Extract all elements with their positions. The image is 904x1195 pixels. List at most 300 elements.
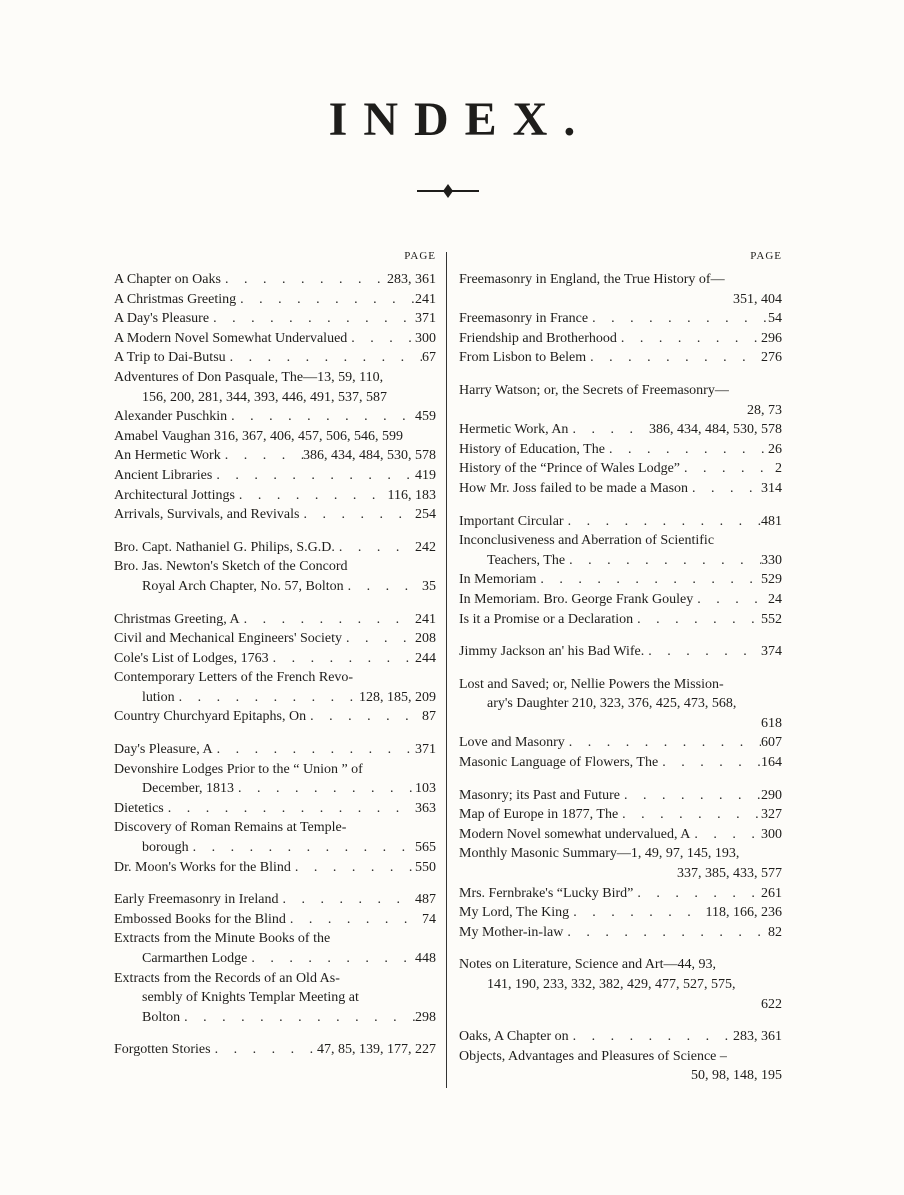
entry-continuation-text: 141, 190, 233, 332, 382, 429, 477, 527, 575, (487, 977, 736, 992)
entry-line (114, 368, 436, 388)
dot-leader (180, 1008, 415, 1028)
entry-pages: 67 (422, 350, 436, 366)
entry-continuation (114, 838, 436, 858)
dot-leader (175, 688, 359, 708)
entry-title: Ancient Libraries (114, 467, 213, 483)
dot-leader (693, 590, 768, 610)
index-entry (114, 890, 436, 910)
entry-pages: 26 (768, 441, 782, 457)
dot-leader (347, 329, 415, 349)
index-group (114, 610, 436, 728)
entry-pages: 298 (415, 1009, 436, 1025)
entry-pages: 283, 361 (733, 1029, 782, 1045)
entry-title: Is it a Promise or a Declaration (459, 611, 634, 627)
entry-line (459, 642, 782, 662)
entry-line (459, 1047, 782, 1067)
entry-line (459, 440, 782, 460)
dot-leader (644, 642, 761, 662)
dot-leader (633, 884, 761, 904)
column-divider (446, 252, 447, 1088)
index-group (114, 1040, 436, 1060)
entry-title: Mrs. Fernbrake's “Lucky Bird” (459, 885, 634, 901)
index-entry (459, 733, 782, 753)
index-entry (114, 969, 436, 1028)
entry-line (459, 590, 782, 610)
entry-continuation (459, 694, 782, 714)
dot-leader (226, 348, 422, 368)
index-group (459, 786, 782, 943)
index-entry (114, 368, 436, 407)
entry-title: A Day's Pleasure (114, 311, 210, 327)
entry-title: A Christmas Greeting (114, 291, 237, 307)
entry-title: Bro. Capt. Nathaniel G. Philips, S.G.D. (114, 539, 335, 555)
entry-continuation (459, 551, 782, 571)
entry-pages: 487 (415, 892, 436, 908)
entry-line (114, 707, 436, 727)
entry-pages: 276 (761, 350, 782, 366)
entry-pages: 35 (422, 578, 436, 594)
page-title: INDEX. (328, 93, 592, 146)
entry-title: Oaks, A Chapter on (459, 1029, 569, 1045)
dot-leader (269, 649, 415, 669)
entry-title: Freemasonry in England, the True History of— (459, 272, 725, 287)
entry-pages: 283, 361 (387, 272, 436, 287)
index-group (459, 1027, 782, 1086)
index-entry (459, 512, 782, 532)
entry-title: My Lord, The King (459, 905, 570, 921)
index-entry (114, 270, 436, 290)
index-group (459, 270, 782, 368)
entry-title: Architectural Jottings (114, 487, 235, 503)
index-list-right (459, 270, 782, 1086)
entry-title: Extracts from the Minute Books of the (114, 931, 331, 947)
dot-leader (605, 440, 768, 460)
entry-title: An Hermetic Work (114, 448, 221, 464)
dot-leader (234, 779, 415, 799)
entry-title: My Mother-in-law (459, 924, 564, 940)
entry-line (114, 348, 436, 368)
dot-leader (688, 479, 761, 499)
index-entry (114, 929, 436, 968)
entry-title: Jimmy Jackson an' his Bad Wife. (459, 644, 645, 660)
entry-title: How Mr. Joss failed to be made a Mason (459, 480, 689, 496)
index-entry (114, 290, 436, 310)
entry-pages: 241 (415, 611, 436, 627)
entry-continuation-text: 156, 200, 281, 344, 393, 446, 491, 537, 587 (142, 389, 387, 405)
entry-pages: 82 (768, 924, 782, 940)
entry-line (459, 786, 782, 806)
entry-line (114, 610, 436, 630)
index-entry (459, 459, 782, 479)
dot-leader (344, 577, 422, 597)
entry-line (459, 955, 782, 975)
dot-leader (536, 570, 761, 590)
entry-pages: 296 (761, 330, 782, 346)
entry-line (114, 290, 436, 310)
index-entry (459, 903, 782, 923)
entry-pages: 448 (415, 951, 436, 966)
dot-leader (335, 538, 415, 558)
entry-pages: 386, 434, 484, 530, 578 (649, 422, 782, 438)
index-entry (459, 590, 782, 610)
index-entry (459, 348, 782, 368)
index-entry (459, 1027, 782, 1047)
entry-pages: 459 (415, 409, 436, 425)
index-entry (114, 649, 436, 669)
entry-line (114, 329, 436, 349)
entry-pages: 241 (415, 291, 436, 307)
dot-leader (236, 290, 415, 310)
entry-pages: 2 (775, 461, 782, 477)
entry-pages: 337, 385, 433, 577 (677, 866, 782, 882)
entry-line (459, 805, 782, 825)
index-entry (459, 329, 782, 349)
dot-leader (569, 1027, 733, 1047)
entry-line (114, 505, 436, 525)
entry-title: Freemasonry in France (459, 311, 589, 327)
entry-continuation (114, 388, 436, 408)
entry-continuation (114, 779, 436, 799)
index-entry (114, 427, 436, 447)
entry-title: Christmas Greeting, A (114, 611, 240, 627)
index-group (114, 270, 436, 525)
dot-leader (633, 610, 761, 630)
entry-continuation-text: Teachers, The (487, 552, 566, 568)
dot-leader (291, 858, 415, 878)
entry-pages: 103 (415, 781, 436, 797)
entry-title: Alexander Puschkin (114, 409, 228, 425)
entry-line (114, 446, 436, 466)
entry-pages: 481 (761, 513, 782, 529)
index-entry (459, 570, 782, 590)
dot-leader (299, 505, 415, 525)
entry-pages: 47, 85, 139, 177, 227 (317, 1042, 436, 1058)
entry-line (114, 668, 436, 688)
index-column-right (459, 248, 782, 1086)
dot-leader (565, 733, 761, 753)
entry-title: Modern Novel somewhat undervalued, A (459, 826, 691, 842)
entry-title: Arrivals, Survivals, and Revivals (114, 507, 300, 523)
entry-title: Friendship and Brotherhood (459, 330, 617, 346)
entry-line (459, 844, 782, 864)
entry-title: In Memoriam. Bro. George Frank Gouley (459, 591, 694, 607)
entry-pages: 128, 185, 209 (359, 689, 436, 705)
dot-leader (212, 466, 415, 486)
entry-line (459, 420, 782, 440)
entry-line (114, 890, 436, 910)
entry-line (114, 270, 436, 290)
index-entry (459, 479, 782, 499)
entry-title: Extracts from the Records of an Old As- (114, 970, 340, 986)
entry-line (459, 309, 782, 329)
entry-continuation (114, 949, 436, 969)
dot-leader (620, 786, 761, 806)
entry-title: A Trip to Dai-Butsu (114, 350, 226, 366)
entry-pages: 300 (415, 330, 436, 346)
entry-line (114, 1040, 436, 1060)
index-entry (459, 309, 782, 329)
index-entry (114, 818, 436, 857)
entry-line (114, 466, 436, 486)
index-group (459, 381, 782, 499)
index-entry (114, 629, 436, 649)
index-column-left (114, 248, 436, 1060)
dot-leader (164, 799, 415, 819)
entry-pages: 261 (761, 885, 782, 901)
index-entry (459, 1047, 782, 1086)
entry-pages: 116, 183 (387, 487, 436, 503)
entry-line (114, 629, 436, 649)
dot-leader (617, 329, 761, 349)
entry-line (459, 512, 782, 532)
entry-pages: 87 (422, 709, 436, 725)
entry-title: Bro. Jas. Newton's Sketch of the Concord (114, 559, 348, 575)
entry-line (459, 329, 782, 349)
dot-leader (342, 629, 415, 649)
entry-pages: 50, 98, 148, 195 (691, 1068, 782, 1084)
index-group (459, 675, 782, 773)
entry-title: Discovery of Roman Remains at Temple- (114, 820, 347, 836)
entry-line (459, 270, 782, 290)
entry-line (459, 923, 782, 943)
dot-leader (563, 923, 768, 943)
index-group (459, 642, 782, 662)
entry-line (114, 649, 436, 669)
entry-pages: 254 (415, 507, 436, 523)
dot-leader (618, 805, 761, 825)
dot-leader (569, 903, 705, 923)
entry-pages: 314 (761, 480, 782, 496)
entry-pages: 330 (761, 552, 782, 568)
index-entry (459, 642, 782, 662)
entry-title: Inconclusiveness and Aberration of Scientific (459, 533, 715, 549)
index-entry (114, 407, 436, 427)
entry-pages: 242 (415, 539, 436, 555)
entry-pages: 552 (761, 611, 782, 627)
entry-line (114, 486, 436, 506)
index-entry (459, 786, 782, 806)
entry-continuation (114, 577, 436, 597)
entry-pages: 565 (415, 840, 436, 856)
index-entry (459, 825, 782, 845)
entry-line (459, 825, 782, 845)
entry-line (459, 675, 782, 695)
entry-title: Cole's List of Lodges, 1763 (114, 650, 269, 666)
entry-line (114, 427, 436, 447)
entry-continuation-text: lution (142, 689, 175, 705)
dot-leader (588, 309, 768, 329)
index-entry (459, 381, 782, 420)
entry-title: Love and Masonry (459, 735, 565, 751)
entry-pages: 327 (761, 807, 782, 823)
entry-title: Dietetics (114, 800, 164, 816)
dot-leader (680, 459, 775, 479)
entry-line (459, 479, 782, 499)
dot-leader (227, 407, 415, 427)
entry-pages: 290 (761, 787, 782, 803)
index-list-left (114, 270, 436, 1060)
entry-title: From Lisbon to Belem (459, 350, 587, 366)
entry-line (114, 309, 436, 329)
dot-leader (586, 348, 761, 368)
entry-continuation-text: borough (142, 840, 189, 856)
entry-title: Devonshire Lodges Prior to the “ Union ” of (114, 761, 363, 777)
entry-title: Notes on Literature, Science and Art—44, 93, (459, 957, 716, 973)
dot-leader (690, 825, 761, 845)
entry-pages: 208 (415, 631, 436, 647)
entry-title: History of the “Prince of Wales Lodge” (459, 461, 680, 477)
index-entry (114, 1040, 436, 1060)
entry-line (459, 348, 782, 368)
entry-title: History of Education, The (459, 441, 605, 457)
index-entry (114, 610, 436, 630)
entry-line (114, 818, 436, 838)
entry-continuation-text: December, 1813 (142, 781, 234, 797)
entry-line (114, 557, 436, 577)
dot-leader (565, 551, 761, 571)
entry-pages: 164 (761, 755, 782, 771)
entry-title: Adventures of Don Pasquale, The—13, 59, 110, (114, 369, 384, 385)
entry-title: Amabel Vaughan 316, 367, 406, 457, 506, 546, 599 (114, 428, 404, 444)
entry-title: Masonry; its Past and Future (459, 787, 620, 803)
entry-pages: 74 (422, 911, 436, 927)
entry-pages: 351, 404 (733, 291, 782, 307)
dot-leader (235, 486, 388, 506)
index-entry (459, 884, 782, 904)
entry-pages: 363 (415, 800, 436, 816)
index-entry (459, 753, 782, 773)
entry-continuation (114, 1008, 436, 1028)
dot-leader (286, 910, 422, 930)
dot-leader (568, 420, 649, 440)
index-entry (114, 910, 436, 930)
entry-line (114, 407, 436, 427)
entry-title: Early Freemasonry in Ireland (114, 892, 279, 908)
dot-leader (213, 740, 415, 760)
entry-pages: 386, 434, 484, 530, 578 (303, 448, 436, 464)
entry-pages: 622 (761, 996, 782, 1012)
entry-continuation (114, 688, 436, 708)
entry-pages: 618 (761, 715, 782, 731)
entry-line (459, 381, 782, 401)
entry-title: Map of Europe in 1877, The (459, 807, 619, 823)
entry-pages: 607 (761, 735, 782, 751)
entry-line (114, 760, 436, 780)
entry-continuation-text: Carmarthen Lodge (142, 951, 248, 966)
entry-continuation-text: ary's Daughter 210, 323, 376, 425, 473, 568, (487, 696, 737, 712)
entry-line (459, 531, 782, 551)
entry-continuation-text: sembly of Knights Templar Meeting at (142, 990, 359, 1006)
index-group (459, 955, 782, 1014)
dot-leader (240, 610, 415, 630)
entry-pages: 54 (768, 311, 782, 327)
dot-leader (189, 838, 415, 858)
index-entry (459, 440, 782, 460)
page-heading-right: PAGE (750, 250, 782, 262)
entry-continuation-text: Bolton (142, 1009, 181, 1025)
index-entry (459, 955, 782, 1014)
index-entry (114, 505, 436, 525)
index-entry (114, 446, 436, 466)
index-entry (114, 348, 436, 368)
entry-title: Lost and Saved; or, Nellie Powers the Mission- (459, 676, 724, 692)
entry-line (114, 740, 436, 760)
dot-leader (564, 512, 761, 532)
page-heading-left: PAGE (404, 250, 436, 262)
entry-line (114, 799, 436, 819)
entry-title: Harry Watson; or, the Secrets of Freemasonry— (459, 382, 729, 398)
entry-line (459, 570, 782, 590)
entry-line (459, 753, 782, 773)
index-group (114, 740, 436, 877)
index-entry (459, 923, 782, 943)
entry-line (114, 929, 436, 949)
dot-leader (278, 890, 415, 910)
entry-title: In Memoriam (459, 572, 537, 588)
index-entry (459, 270, 782, 309)
index-entry (114, 557, 436, 596)
entry-title: Country Churchyard Epitaphs, On (114, 709, 307, 725)
entry-line (459, 903, 782, 923)
entry-title: A Modern Novel Somewhat Undervalued (114, 330, 348, 346)
index-entry (114, 668, 436, 707)
index-entry (114, 858, 436, 878)
entry-line (114, 910, 436, 930)
title-ornament (417, 184, 479, 198)
entry-pages: 529 (761, 572, 782, 588)
index-entry (459, 420, 782, 440)
entry-title: Masonic Language of Flowers, The (459, 755, 659, 771)
entry-pages: 28, 73 (747, 402, 782, 418)
entry-continuation (459, 975, 782, 995)
index-entry (114, 760, 436, 799)
index-entry (114, 309, 436, 329)
index-entry (114, 707, 436, 727)
entry-pages: 24 (768, 591, 782, 607)
dot-leader (221, 270, 387, 290)
entry-title: Hermetic Work, An (459, 422, 569, 438)
index-group (114, 538, 436, 597)
entry-pages: 300 (761, 826, 782, 842)
index-entry (459, 844, 782, 883)
entry-pages: 374 (761, 644, 782, 660)
entry-line (114, 969, 436, 989)
index-entry (114, 538, 436, 558)
entry-line (114, 858, 436, 878)
entry-pages: 419 (415, 467, 436, 483)
dot-leader (209, 309, 415, 329)
index-entry (114, 486, 436, 506)
entry-line (459, 610, 782, 630)
index-entry (459, 675, 782, 734)
entry-pages: 550 (415, 859, 436, 875)
entry-pages: 371 (415, 742, 436, 758)
entry-line (459, 1027, 782, 1047)
entry-line (114, 538, 436, 558)
entry-title: Civil and Mechanical Engineers' Society (114, 631, 343, 647)
index-entry (459, 805, 782, 825)
dot-leader (658, 753, 761, 773)
entry-title: Contemporary Letters of the French Revo- (114, 670, 354, 686)
index-entry (459, 610, 782, 630)
entry-title: Embossed Books for the Blind (114, 911, 286, 927)
entry-title: A Chapter on Oaks (114, 272, 221, 287)
index-entry (114, 740, 436, 760)
entry-line (459, 459, 782, 479)
index-entry (459, 531, 782, 570)
entry-line (459, 884, 782, 904)
dot-leader (221, 446, 303, 466)
